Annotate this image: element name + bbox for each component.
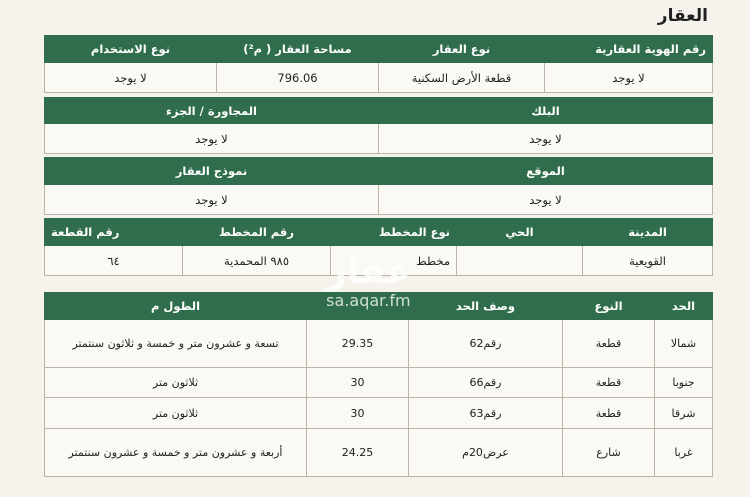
header-location: الموقع <box>379 158 713 185</box>
boundary-type: قطعة <box>563 398 655 429</box>
boundary-type: شارع <box>563 429 655 477</box>
page-title: العقار <box>657 6 708 26</box>
table-row <box>45 320 713 368</box>
boundary-desc: رقم62 <box>409 320 563 368</box>
header-property-id: رقم الهوية العقارية <box>545 36 713 63</box>
header-property-type: نوع العقار <box>379 36 545 63</box>
header-boundary-length: الطول م <box>45 293 307 320</box>
header-plan-number: رقم المخطط <box>183 219 331 246</box>
plan-table <box>44 218 713 276</box>
boundary-length-number: 24.25 <box>307 429 409 477</box>
value-plot-number: ٦٤ <box>45 246 183 276</box>
header-boundary-side: الحد <box>655 293 713 320</box>
boundary-length-number: 30 <box>307 398 409 429</box>
boundary-length-text: ثلاثون متر <box>45 398 307 429</box>
boundary-side: جنوبا <box>655 368 713 398</box>
boundary-desc: رقم63 <box>409 398 563 429</box>
value-property-type: قطعة الأرض السكنية <box>379 63 545 93</box>
header-usage-type: نوع الاستخدام <box>45 36 217 63</box>
header-boundary-type: النوع <box>563 293 655 320</box>
boundary-desc: رقم66 <box>409 368 563 398</box>
header-boundary-length-number <box>307 293 409 320</box>
boundary-side: شرقا <box>655 398 713 429</box>
value-property-id: لا يوجد <box>545 63 713 93</box>
table-row <box>45 398 713 429</box>
table-row <box>45 368 713 398</box>
header-property-model: نموذج العقار <box>45 158 379 185</box>
boundary-side: غربا <box>655 429 713 477</box>
boundary-length-text: أربعة و عشرون متر و خمسة و عشرون سنتمتر <box>45 429 307 477</box>
boundary-type: قطعة <box>563 320 655 368</box>
boundary-length-number: 29.35 <box>307 320 409 368</box>
value-neighborhood-part: لا يوجد <box>45 124 379 154</box>
header-boundary-desc: وصف الحد <box>409 293 563 320</box>
header-city: المدينة <box>583 219 713 246</box>
header-property-area: مساحة العقار ( م²) <box>217 36 379 63</box>
boundary-length-text: تسعة و عشرون متر و خمسة و ثلاثون سنتمتر <box>45 320 307 368</box>
value-city: القويعية <box>583 246 713 276</box>
header-district: الحي <box>457 219 583 246</box>
boundary-length-text: ثلاثون متر <box>45 368 307 398</box>
location-table <box>44 157 713 215</box>
value-district <box>457 246 583 276</box>
value-property-model: لا يوجد <box>45 185 379 215</box>
table-row <box>45 429 713 477</box>
header-block: البلك <box>379 98 713 124</box>
aqar-logo: عقار <box>326 251 411 292</box>
boundary-desc: عرض20م <box>409 429 563 477</box>
block-table <box>44 97 713 154</box>
boundaries-table <box>44 292 713 477</box>
boundary-type: قطعة <box>563 368 655 398</box>
value-property-area: 796.06 <box>217 63 379 93</box>
aqar-url: sa.aqar.fm <box>326 291 411 310</box>
boundary-side: شمالا <box>655 320 713 368</box>
value-usage-type: لا يوجد <box>45 63 217 93</box>
header-neighborhood-part: المجاورة / الجزء <box>45 98 379 124</box>
value-plan-type: مخطط <box>331 246 457 276</box>
header-plot-number: رقم القطعة <box>45 219 183 246</box>
boundary-length-number: 30 <box>307 368 409 398</box>
value-plan-number: ٩٨٥ المحمدية <box>183 246 331 276</box>
value-location: لا يوجد <box>379 185 713 215</box>
property-info-table <box>44 35 713 93</box>
value-block: لا يوجد <box>379 124 713 154</box>
header-plan-type: نوع المخطط <box>331 219 457 246</box>
